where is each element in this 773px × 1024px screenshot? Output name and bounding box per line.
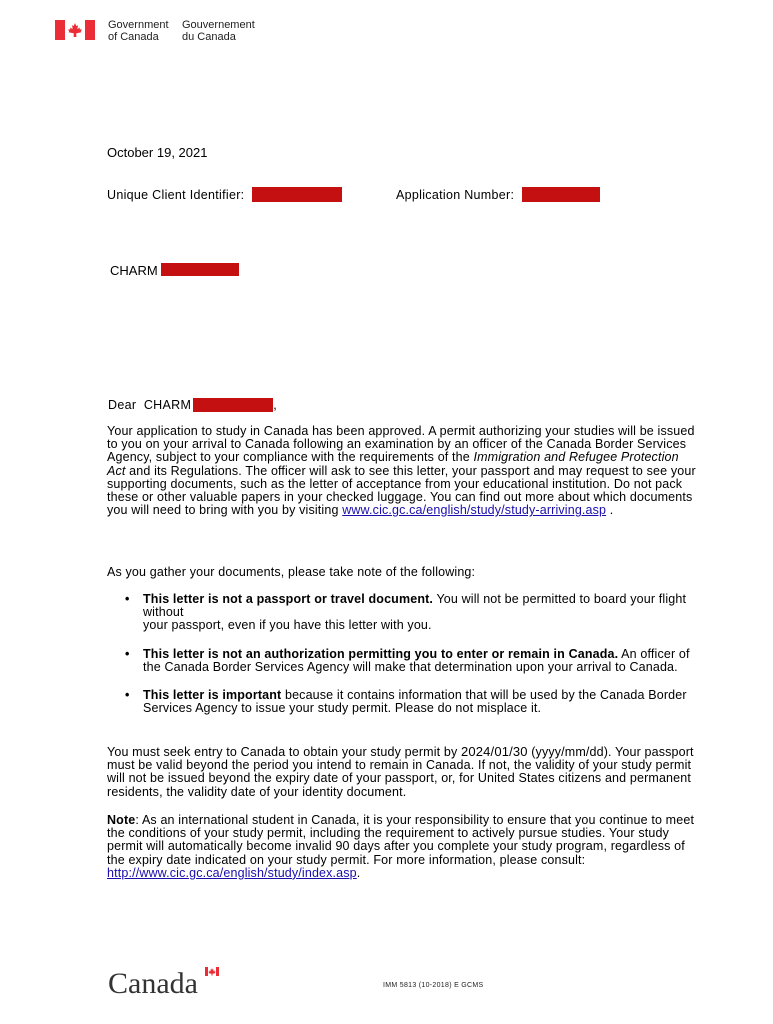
uci-label: Unique Client Identifier: xyxy=(107,188,245,202)
entry-deadline-paragraph xyxy=(107,745,697,799)
salutation-comma: , xyxy=(273,398,277,412)
uci-field xyxy=(107,187,342,202)
bullet-1-text-2: your passport, even if you have this letter with you. xyxy=(143,618,432,633)
form-code: IMM 5813 (10-2018) E GCMS xyxy=(383,982,484,989)
bullet-3-bold: This letter is important xyxy=(143,688,282,703)
canada-wordmark-logo xyxy=(108,965,223,997)
note-text-end: . xyxy=(356,865,361,880)
canada-wordmark-text: Canada xyxy=(108,967,198,997)
bullet-symbol: • xyxy=(125,592,130,606)
approval-text-2: and its Regulations. The officer will ask to see this letter, your passport and may request to see your supporting documents, such as the letter of acceptance from your educational institution. Do not pack these or other valuable papers in your checked luggage. You can find out more about which documents you will need to bring with you by visiting xyxy=(107,463,696,518)
recipient-name xyxy=(110,263,239,278)
list-item xyxy=(125,689,700,715)
recipient-redaction xyxy=(161,263,239,276)
recipient-first-name: CHARM xyxy=(110,263,158,278)
salutation-redaction xyxy=(193,398,273,412)
entry-text-2: (yyyy/mm/dd). Your passport must be valid beyond the period you intend to remain in Canada. If not, the validity of your study permit will not be issued beyond the expiry date of your passport, or, for United States citizens and permanent residents, the validity date of your identity document. xyxy=(107,745,694,799)
note-paragraph xyxy=(107,814,697,880)
salutation xyxy=(108,398,277,412)
list-item xyxy=(125,648,700,674)
documents-intro: As you gather your documents, please take note of the following: xyxy=(107,565,476,579)
application-number-field xyxy=(396,187,600,202)
bullet-2-bold: This letter is not an authorization permitting you to enter or remain in Canada. xyxy=(143,646,619,661)
application-number-redaction xyxy=(522,187,600,202)
letter-date: October 19, 2021 xyxy=(107,145,208,160)
gov-en-line1: Government xyxy=(108,19,169,31)
bullet-1-text: You will not be permitted to board your flight without xyxy=(143,592,687,620)
entry-deadline-date: 2024/01/30 xyxy=(461,744,528,759)
bullet-2-text: An officer of the Canada Border Services Agency will make that determination upon your arrival to Canada. xyxy=(143,646,690,674)
approval-text-1: Your application to study in Canada has been approved. A permit authorizing your studies will be issued to you on your arrival to Canada following an examination by an officer of the Canada Border Services Agency, subject to your compliance with the requirements of the xyxy=(107,424,695,465)
bullet-symbol: • xyxy=(125,688,130,703)
gov-fr-line1: Gouvernement xyxy=(182,19,255,31)
list-item xyxy=(125,593,700,633)
gov-name-french xyxy=(182,19,255,43)
application-number-label: Application Number: xyxy=(396,188,515,202)
salutation-name: CHARM xyxy=(143,398,192,412)
gov-fr-line2: du Canada xyxy=(182,31,236,43)
note-text: : As an international student in Canada, it is your responsibility to ensure that you continue to meet the conditions of your study permit, including the requirement to actively pursue studies. Your study permit will automatically become invalid 90 days after you complete your study program, regardless of the expiry date indicated on your study permit. For more information, please consult: xyxy=(107,813,695,867)
gov-en-line2: of Canada xyxy=(108,31,159,43)
bullet-1-bold: This letter is not a passport or travel document. xyxy=(143,592,434,606)
note-label: Note xyxy=(107,813,136,827)
uci-redaction xyxy=(252,187,342,202)
notes-list xyxy=(125,593,700,730)
bullet-3-text: because it contains information that will be used by the Canada Border Services Agency to issue your study permit. Please do not misplace it. xyxy=(143,688,687,716)
canada-flag-icon xyxy=(55,20,95,40)
act-name: Immigration and Refugee Protection Act xyxy=(107,450,679,478)
study-arriving-link[interactable]: www.cic.gc.ca/english/study/study-arriving.asp xyxy=(342,503,607,518)
bullet-symbol: • xyxy=(125,646,130,661)
entry-text-1: You must seek entry to Canada to obtain your study permit by xyxy=(107,745,462,759)
study-index-link[interactable]: http://www.cic.gc.ca/english/study/index.asp xyxy=(107,865,357,880)
approval-text-end: . xyxy=(606,503,614,518)
approval-paragraph xyxy=(107,425,697,517)
gov-name-english xyxy=(108,19,169,43)
salutation-word: Dear xyxy=(108,398,137,412)
